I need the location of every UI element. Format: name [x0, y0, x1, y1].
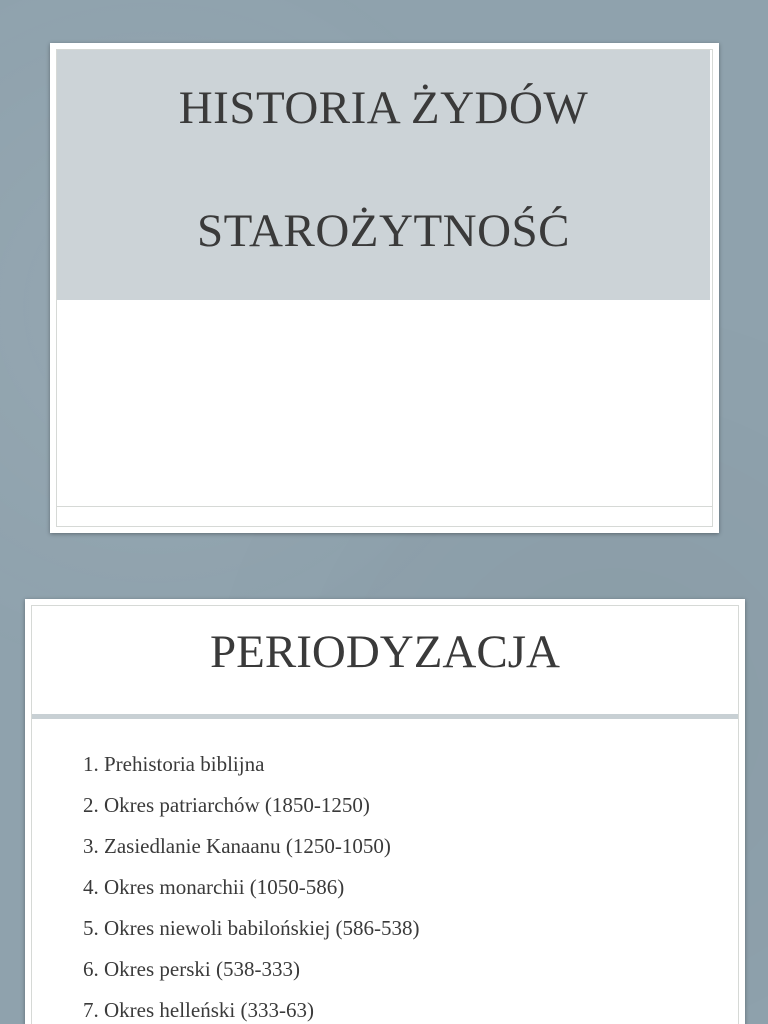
title-band: [57, 50, 710, 300]
list-item: 6. Okres perski (538-333): [83, 957, 300, 981]
list-item: 7. Okres helleński (333-63): [83, 998, 314, 1022]
list-item: 2. Okres patriarchów (1850-1250): [83, 793, 370, 817]
slide-title: HISTORIA ŻYDÓW: [178, 82, 589, 134]
slide-divider: [57, 506, 712, 507]
title-slide: [50, 43, 719, 533]
periodization-slide: [25, 599, 745, 1024]
slide-heading: PERIODYZACJA: [210, 626, 560, 678]
list-item: 5. Okres niewoli babilońskiej (586-538): [83, 916, 420, 940]
list-item: 1. Prehistoria biblijna: [83, 752, 265, 776]
list-item: 3. Zasiedlanie Kanaanu (1250-1050): [83, 834, 391, 858]
slide-subtitle: STAROŻYTNOŚĆ: [196, 205, 571, 257]
list-item: 4. Okres monarchii (1050-586): [83, 875, 345, 899]
period-list: [83, 754, 420, 1024]
heading-rule: [32, 714, 738, 719]
